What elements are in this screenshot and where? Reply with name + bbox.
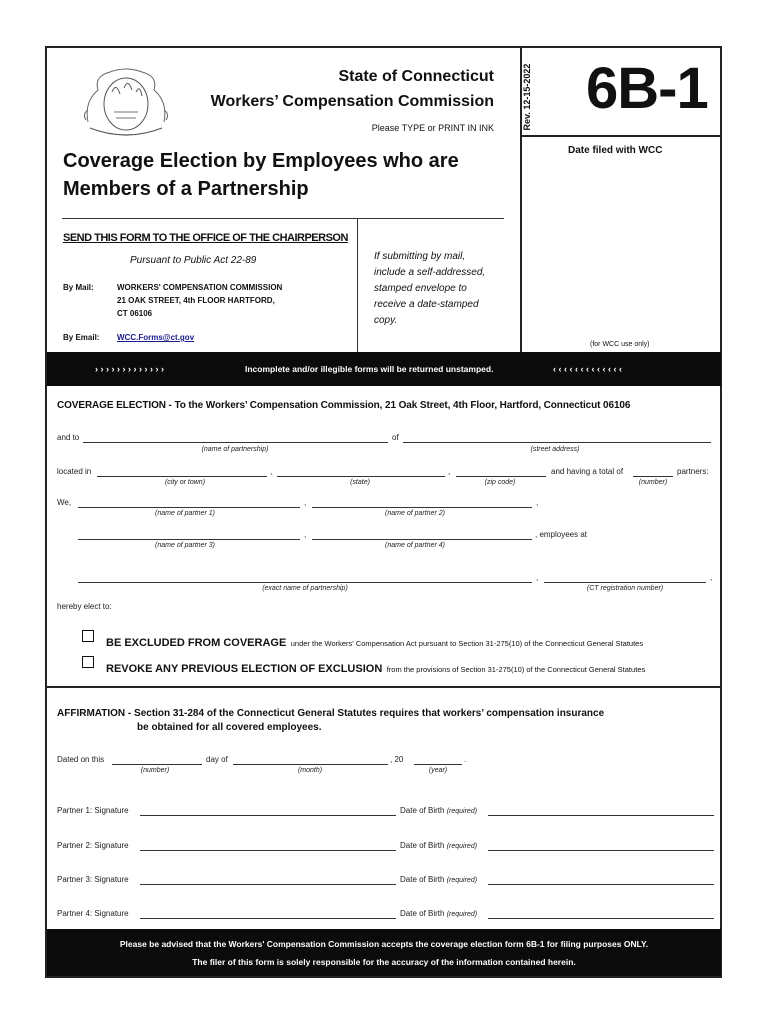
form-number: 6B-1 — [586, 56, 708, 121]
option-revoke — [106, 659, 645, 677]
banner-arrows-left: › › › › › › › › › › › › › — [95, 364, 164, 374]
employees-at-label: , employees at — [535, 530, 588, 539]
and-having-label: and having a total of — [551, 467, 624, 476]
required-text: (required) — [446, 843, 478, 850]
mail-address-line1: WORKERS' COMPENSATION COMMISSION — [117, 283, 283, 292]
option-revoke-title: REVOKE ANY PREVIOUS ELECTION OF EXCLUSION — [106, 663, 383, 675]
cap-partner4: (name of partner 4) — [385, 542, 445, 549]
street-address-field[interactable] — [403, 442, 711, 443]
mail-address-line3: CT 06106 — [117, 309, 153, 318]
affirmation-line1: AFFIRMATION - Section 31-284 of the Connecticut General Statutes requires that workers’ compensation insurance — [57, 708, 605, 719]
and-to-label: and to — [57, 433, 80, 442]
by-email-label: By Email: — [63, 333, 100, 342]
option-exclude-title: BE EXCLUDED FROM COVERAGE — [106, 637, 287, 649]
partner1-field[interactable] — [78, 507, 300, 508]
required-text: (required) — [446, 808, 478, 815]
cap-partner1: (name of partner 1) — [155, 510, 215, 517]
exact-partnership-field[interactable] — [78, 582, 532, 583]
partner2-dob-label — [400, 841, 477, 850]
revision-date: Rev. 12-15-2022 — [522, 63, 532, 131]
option-exclude — [106, 633, 643, 651]
dob-text: Date of Birth — [400, 875, 445, 884]
comma-5: , — [304, 530, 307, 539]
state-name: State of Connecticut — [338, 68, 494, 85]
year-prefix-label: , 20 — [390, 755, 404, 764]
commission-name: Workers’ Compensation Commission — [210, 93, 494, 110]
dob-text: Date of Birth — [400, 841, 445, 850]
partner1-dob-field[interactable] — [488, 815, 714, 816]
state-field[interactable] — [277, 476, 445, 477]
cap-zip: (zip code) — [484, 479, 516, 486]
affirmation-line2: be obtained for all covered employees. — [137, 722, 322, 733]
year-field[interactable] — [414, 764, 462, 765]
comma-4: , — [536, 498, 539, 507]
cap-partner2: (name of partner 2) — [385, 510, 445, 517]
send-divider — [357, 218, 358, 352]
mail-note-3: stamped envelope to — [374, 283, 467, 294]
form-title-line2: Members of a Partnership — [63, 178, 309, 200]
warning-banner — [47, 352, 721, 386]
cap-day-number: (number) — [140, 767, 170, 774]
day-number-field[interactable] — [112, 764, 202, 765]
partner1-signature-field[interactable] — [140, 815, 396, 816]
partner2-signature-label: Partner 2: Signature — [57, 841, 129, 850]
footer-line2: The filer of this form is solely responsible for the accuracy of the information contained herein. — [192, 957, 576, 967]
footer-notice — [47, 929, 721, 976]
partner1-dob-label — [400, 806, 477, 815]
comma-3: , — [304, 498, 307, 507]
partner2-field[interactable] — [312, 507, 532, 508]
partner-count-field[interactable] — [633, 476, 673, 477]
footer-line1: Please be advised that the Workers' Compensation Commission accepts the coverage election form 6B-1 for filing purposes ONLY. — [119, 939, 649, 949]
cap-city: (city or town) — [164, 479, 206, 486]
zip-field[interactable] — [456, 476, 546, 477]
dob-text: Date of Birth — [400, 909, 445, 918]
partner4-signature-field[interactable] — [140, 918, 396, 919]
day-of-label: day of — [206, 755, 228, 764]
partner3-signature-field[interactable] — [140, 884, 396, 885]
mail-note-4: receive a date-stamped — [374, 299, 479, 310]
affirmation-divider — [45, 686, 722, 688]
dob-text: Date of Birth — [400, 806, 445, 815]
cap-number: (number) — [638, 479, 668, 486]
cap-month: (month) — [297, 767, 323, 774]
partner1-signature-label: Partner 1: Signature — [57, 806, 129, 815]
partnership-name-field[interactable] — [83, 442, 388, 443]
cap-partnership: (name of partnership) — [201, 446, 269, 453]
ct-registration-field[interactable] — [544, 582, 706, 583]
partner4-dob-label — [400, 909, 477, 918]
period: . — [464, 755, 467, 764]
partner3-dob-label — [400, 875, 477, 884]
form-title-line1: Coverage Election by Employees who are — [63, 150, 459, 172]
by-mail-label: By Mail: — [63, 283, 94, 292]
send-heading: SEND THIS FORM TO THE OFFICE OF THE CHAIRPERSON — [63, 232, 348, 244]
wcc-use-only: (for WCC use only) — [590, 341, 650, 348]
election-heading: COVERAGE ELECTION - To the Workers’ Compensation Commission, 21 Oak Street, 4th Floor, Hartford, Connecticut 06106 — [57, 400, 631, 411]
mail-address-line2: 21 OAK STREET, 4th FLOOR HARTFORD, — [117, 296, 275, 305]
banner-arrows-right: ‹ ‹ ‹ ‹ ‹ ‹ ‹ ‹ ‹ ‹ ‹ ‹ ‹ — [553, 364, 622, 374]
partner3-field[interactable] — [78, 539, 300, 540]
option-revoke-text: from the provisions of Section 31-275(10) of the Connecticut General Statutes — [386, 665, 646, 674]
partner4-signature-label: Partner 4: Signature — [57, 909, 129, 918]
revoke-exclusion-checkbox[interactable] — [82, 656, 94, 668]
exclude-coverage-checkbox[interactable] — [82, 630, 94, 642]
mail-note-1: If submitting by mail, — [374, 251, 466, 262]
hereby-label: hereby elect to: — [57, 602, 112, 611]
cap-registration: (CT registration number) — [586, 585, 664, 592]
partner2-signature-field[interactable] — [140, 850, 396, 851]
cap-state: (state) — [350, 479, 370, 486]
cap-street: (street address) — [530, 446, 580, 453]
comma-1: , — [270, 467, 273, 476]
month-field[interactable] — [233, 764, 388, 765]
header-rule — [520, 135, 721, 137]
of-label: of — [392, 433, 399, 442]
option-exclude-text: under the Workers' Compensation Act pursuant to Section 31-275(10) of the Connecticut General Statutes — [290, 639, 644, 648]
partner2-dob-field[interactable] — [488, 850, 714, 851]
banner-text: Incomplete and/or illegible forms will be returned unstamped. — [245, 364, 494, 374]
partners-label: partners: — [677, 467, 709, 476]
partner3-dob-field[interactable] — [488, 884, 714, 885]
we-label: We, — [57, 498, 72, 507]
comma-7: , — [710, 573, 713, 582]
title-rule — [62, 218, 504, 219]
required-text: (required) — [446, 877, 478, 884]
required-text: (required) — [446, 911, 478, 918]
partner4-field[interactable] — [312, 539, 532, 540]
comma-6: , — [536, 573, 539, 582]
date-filed-label: Date filed with WCC — [568, 145, 663, 156]
mail-note-2: include a self-addressed, — [374, 267, 486, 278]
cap-partner3: (name of partner 3) — [155, 542, 215, 549]
cap-year: (year) — [428, 767, 448, 774]
city-field[interactable] — [97, 476, 267, 477]
mail-note-5: copy. — [374, 315, 398, 326]
cap-exact-name: (exact name of partnership) — [262, 585, 348, 592]
located-in-label: located in — [57, 467, 92, 476]
print-note: Please TYPE or PRINT IN INK — [371, 123, 494, 133]
comma-2: , — [448, 467, 451, 476]
partner3-signature-label: Partner 3: Signature — [57, 875, 129, 884]
state-seal-icon — [80, 62, 172, 140]
pursuant-text: Pursuant to Public Act 22-89 — [130, 255, 257, 266]
email-link[interactable]: WCC.Forms@ct.gov — [117, 333, 195, 342]
partner4-dob-field[interactable] — [488, 918, 714, 919]
dated-on-label: Dated on this — [57, 755, 105, 764]
